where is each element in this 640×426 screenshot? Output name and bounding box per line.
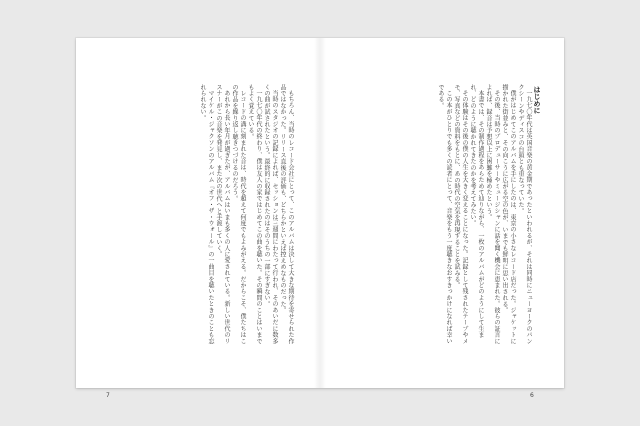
left-paragraph-4: レコードの溝に刻まれた音は、時代を超えて何度でもよみがえる。だからこそ、僕たちはこの作品を繰り返し聴きつづけるのだろう。: [231, 84, 246, 345]
right-paragraph-4: 本書では、その制作過程をあらためて辿りながら、一枚のアルバムがどのようにして生まれ、どのように聴かれてきたのかを考えてみたい。: [469, 84, 484, 338]
left-paragraph-1: もちろん、当時のレコード会社にとって、このアルバムは決して大きな期待を寄せられた作品ではなかった。リリース直後の評価も、どちらかといえば控えめなものだった。: [279, 84, 294, 345]
right-page-text: [358, 84, 532, 348]
right-page-number: 6: [530, 392, 534, 399]
left-paragraph-5: あれから長い年月が過ぎたが、アルバムはいまも多くの人に愛されている。新しい世代のリスナーがこの音楽を発見し、また次の世代へと手渡していく。: [215, 84, 230, 345]
right-paragraph-3: その後、当時のプロデューサーやミュージシャンに話を聞く機会に恵まれた。彼らの証言によれば、録音は予想以上に困難を極めたという。: [485, 84, 500, 345]
right-paragraph-5: その体験はその後の僕の人生を大きく変えることになった。記録として残されたテープやメモ、写真などの資料をもとに、あの時代の空気を再現することを試みる。: [453, 84, 468, 345]
right-page: [320, 38, 564, 399]
left-page-number: 7: [106, 392, 110, 399]
left-page: [76, 38, 320, 399]
right-paragraph-6: この本がひとりでも多くの読者にとって、音楽をもう一度聴きなおすきっかけになれば幸いである。: [437, 84, 452, 345]
left-paragraph-6: マイケル・ジャクソンのアルバム『オフ・ザ・ウォール』の一曲目を聴いたときのことも忘れられない。: [199, 84, 214, 345]
chapter-heading: はじめに: [533, 86, 541, 114]
book-spread: [76, 38, 564, 399]
left-paragraph-2: 当時のスタジオの記録によれば、セッションは三週間にわたって行われ、そのあいだに数多くの曲が試されたという。最終的に収録されたのはそのうちの一部にすぎない。: [263, 84, 278, 345]
left-page-text: [108, 84, 294, 348]
left-paragraph-3: 一九七〇年代の終わり、僕は友人の家ではじめてこの曲を聴いた。その瞬間のことはいまでもよく覚えている。: [247, 84, 262, 345]
right-paragraph-1: 一九七〇年代は英国音楽の黄金期であったといわれるが、それは同時にニューヨークのパンクシーンやディスコの台頭とも重なっていた。: [517, 84, 532, 345]
right-paragraph-2: 僕がはじめてこのアルバムを手にしたのは、東京の小さなレコード店だった。ジャケットに描かれた街並みと、その向こうに広がる空の色が、いまでも鮮明に思い出される。: [501, 84, 516, 345]
